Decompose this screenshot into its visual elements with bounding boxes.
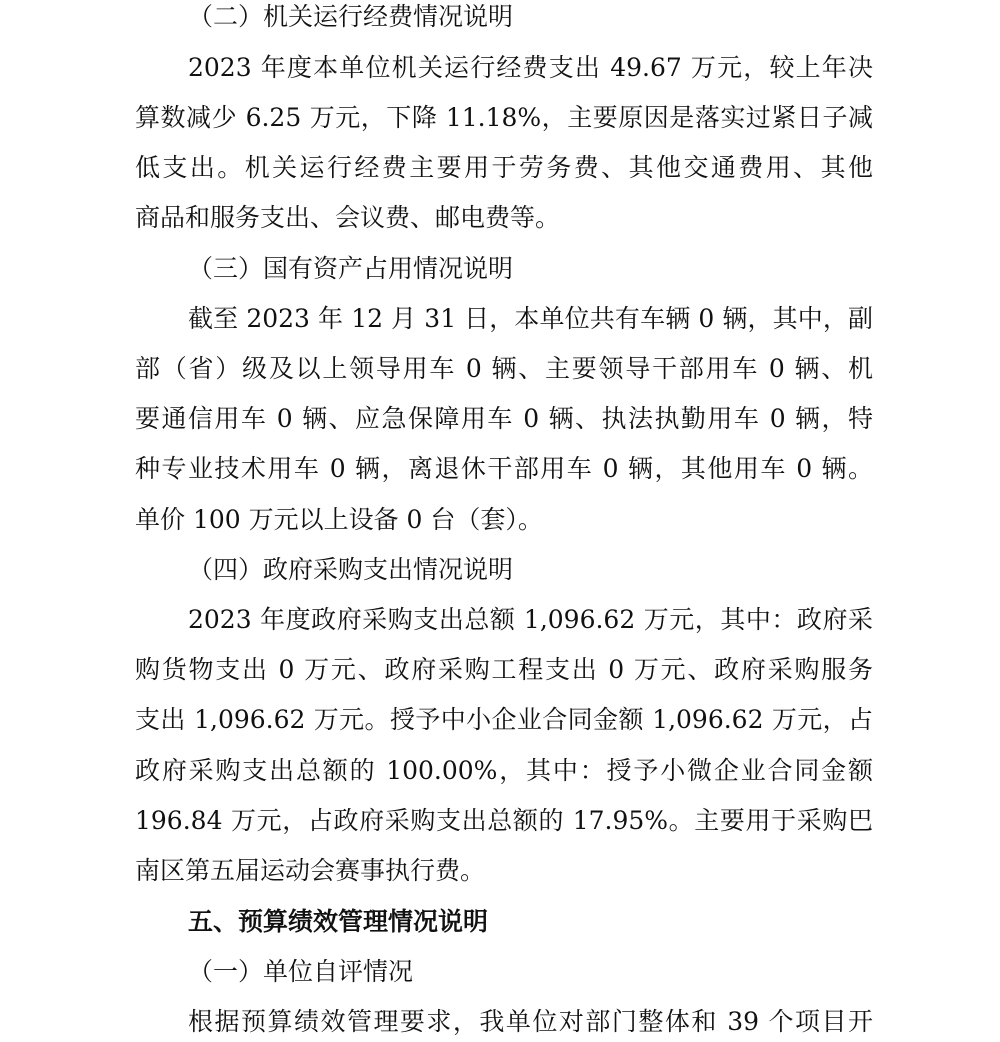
section-heading-state-assets: （三）国有资产占用情况说明 <box>188 254 514 283</box>
paragraph-line: 算数减少 6.25 万元，下降 11.18%，主要原因是落实过紧日子减 <box>135 103 873 132</box>
paragraph-line: 政府采购支出总额的 100.00%，其中：授予小微企业合同金额 <box>135 756 873 785</box>
paragraph-line: 截至 2023 年 12 月 31 日，本单位共有车辆 0 辆，其中，副 <box>188 304 873 333</box>
chapter-heading-performance-management: 五、预算绩效管理情况说明 <box>188 907 489 936</box>
paragraph-line: 支出 1,096.62 万元。授予中小企业合同金额 1,096.62 万元，占 <box>135 705 873 734</box>
section-heading-operating-expenses: （二）机关运行经费情况说明 <box>188 2 514 31</box>
paragraph-line: 单价 100 万元以上设备 0 台（套）。 <box>135 505 543 534</box>
subsection-heading-self-evaluation: （一）单位自评情况 <box>188 957 414 986</box>
paragraph-line: 种专业技术用车 0 辆，离退休干部用车 0 辆，其他用车 0 辆。 <box>135 454 873 483</box>
paragraph-line: 购货物支出 0 万元、政府采购工程支出 0 万元、政府采购服务 <box>135 655 873 684</box>
paragraph-line: 196.84 万元，占政府采购支出总额的 17.95%。主要用于采购巴 <box>135 806 873 835</box>
paragraph-line: 低支出。机关运行经费主要用于劳务费、其他交通费用、其他 <box>135 153 873 182</box>
paragraph-line: 根据预算绩效管理要求，我单位对部门整体和 39 个项目开 <box>188 1007 873 1036</box>
paragraph-line: 商品和服务支出、会议费、邮电费等。 <box>135 203 561 232</box>
paragraph-line: 要通信用车 0 辆、应急保障用车 0 辆、执法执勤用车 0 辆，特 <box>135 404 873 433</box>
paragraph-line: 部（省）级及以上领导用车 0 辆、主要领导干部用车 0 辆、机 <box>135 354 873 383</box>
paragraph-line: 南区第五届运动会赛事执行费。 <box>135 856 486 885</box>
section-heading-government-procurement: （四）政府采购支出情况说明 <box>188 555 514 584</box>
paragraph-line: 2023 年度政府采购支出总额 1,096.62 万元，其中：政府采 <box>188 605 873 634</box>
paragraph-line: 2023 年度本单位机关运行经费支出 49.67 万元，较上年决 <box>188 53 873 82</box>
